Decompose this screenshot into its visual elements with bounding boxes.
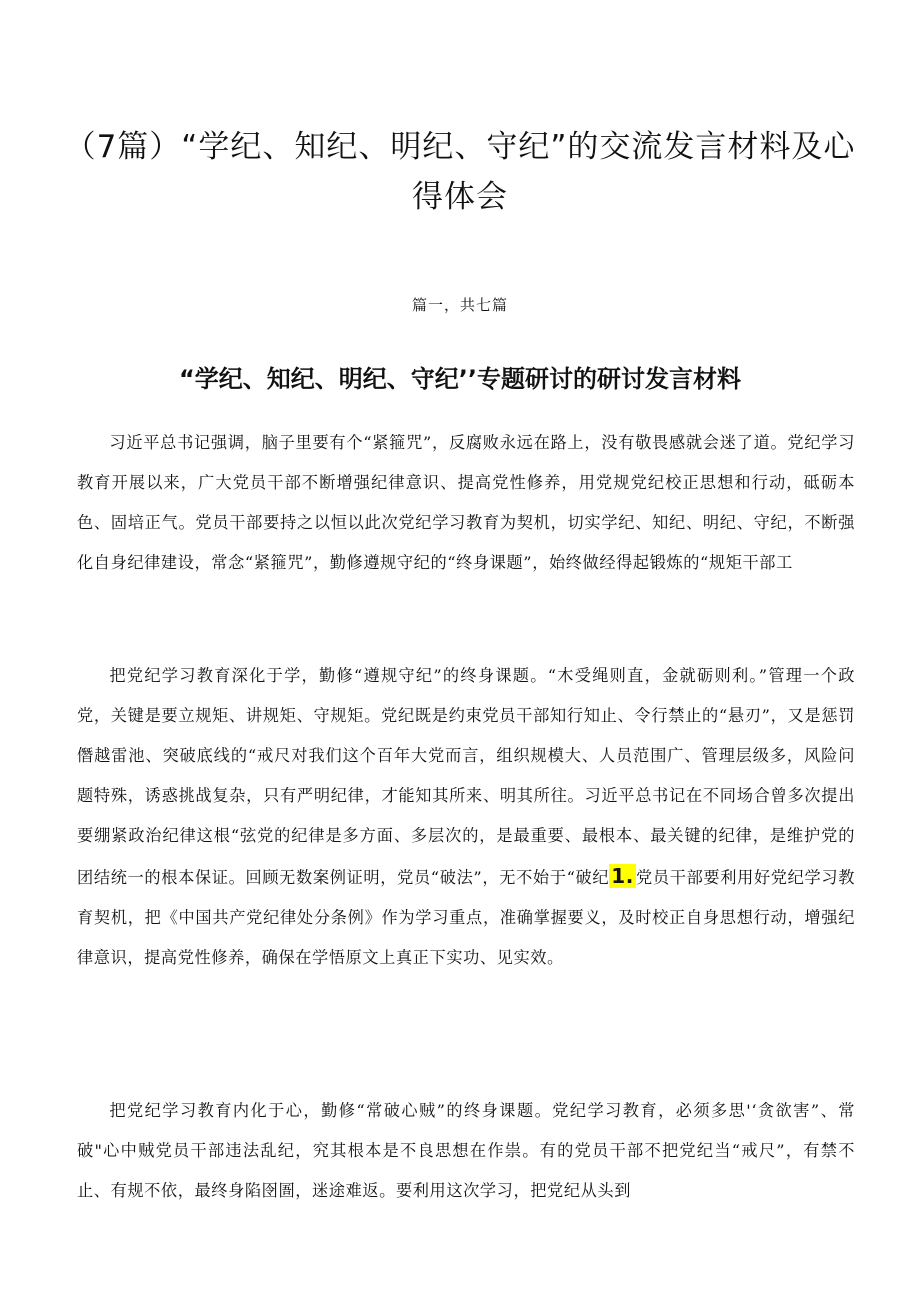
highlighted-list-marker: 1. bbox=[611, 864, 634, 888]
paragraph-1: 习近平总书记强调，脑子里要有个“紧箍咒”，反腐败永远在路上，没有敬畏感就会迷了道。党纪学习教育开展以来，广大党员干部不断增强纪律意识、提高党性修养，用党规党纪校正思想和行动，砥砺本色、固培正气。党员干部要持之以恒以此次党纪学习教育为契机，切实学纪、知纪、明纪、守纪，不断强化自身纪律建设，常念“紧箍咒”，勤修遵规守纪的“终身课题”，始终做经得起锻炼的“规矩干部工 bbox=[77, 433, 855, 572]
paragraph-2-text-before: 把党纪学习教育深化于学，勤修“遵规守纪”的终身课题。“木受绳则直，金就砺则利。”管理一个政党，关键是要立规矩、讲规矩、守规矩。党纪既是约束党员干部知行知止、令行禁止的“悬刃”，又是惩罚僭越雷池、突破底线的“戒尺对我们这个百年大党而言，组织规模大、人员范围广、管理层级多，风险问题特殊，诱惑挑战复杂，只有严明纪律，才能知其所来、明其所往。习近平总书记在不同场合曾多次提出要绷紧政治纪律这根“弦党的纪律是多方面、多层次的，是最重要、最根本、最关键的纪律，是维护党的团结统一的根本保证。回顾无数案例证明，党员“破法”，无不始于“破纪 bbox=[77, 666, 855, 887]
paragraph-2 bbox=[77, 656, 855, 978]
paragraph-2-text-after: 党员干部要利用好党纪学习教育契机，把《中国共产党纪律处分条例》作为学习重点，准确掌握要义，及时校正自身思想行动，增强纪律意识，提高党性修养，确保在学悟原文上真正下实功、见实效。 bbox=[77, 868, 855, 967]
section-label: 篇一，共七篇 bbox=[411, 296, 508, 314]
article-title: “学纪、知纪、明纪、守纪’’专题研讨的研讨发言材料 bbox=[178, 365, 741, 393]
document-title: （7篇）“学纪、知纪、明纪、守纪”的交流发言材料及心得体会 bbox=[64, 129, 856, 215]
paragraph-3: 把党纪学习教育内化于心，勤修“常破心贼”的终身课题。党纪学习教育，必须多思'‘贪欲害”、常破"心中贼党员干部违法乱纪，究其根本是不良思想在作祟。有的党员干部不把党纪当“戒尺”，有禁不止、有规不依，最终身陷囹圄，迷途难返。要利用这次学习，把党纪从头到 bbox=[77, 1101, 855, 1200]
